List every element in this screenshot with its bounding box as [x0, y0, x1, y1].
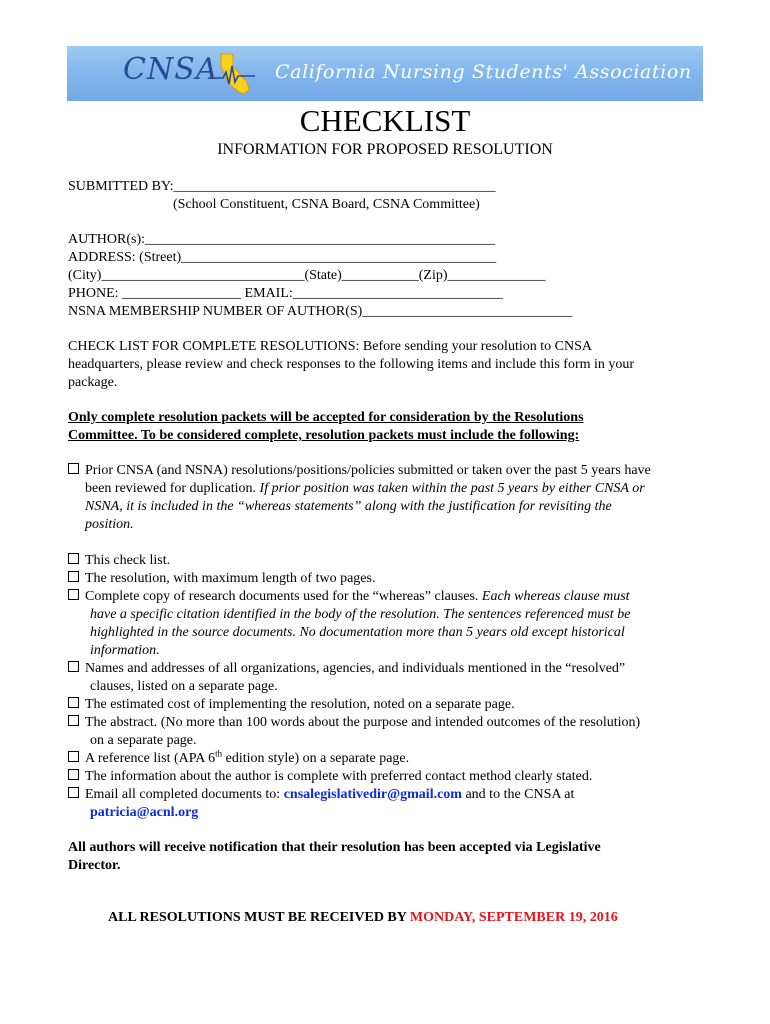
checklist-item-research-cont: highlighted in the source documents. No documentation more than 5 years old except historical — [90, 625, 625, 640]
checklist-item-prior-cont: position. — [85, 517, 134, 532]
notice-line: Only complete resolution packets will be accepted for consideration by the Resolutions — [68, 410, 584, 425]
notification-line: Director. — [68, 858, 121, 873]
checklist-item-prior-cont: been reviewed for duplication. If prior position was taken within the past 5 years by either CNSA or — [85, 481, 645, 496]
membership-number-field[interactable]: NSNA MEMBERSHIP NUMBER OF AUTHOR(S)______________________________ — [68, 304, 573, 319]
notification-line: All authors will receive notification that their resolution has been accepted via Legislative — [68, 840, 601, 855]
california-map-icon — [215, 52, 255, 96]
checklist-item-cost: The estimated cost of implementing the resolution, noted on a separate page. — [68, 696, 515, 713]
checkbox[interactable] — [68, 571, 79, 582]
checklist-item-email: Email all completed documents to: cnsalegislativedir@gmail.com and to the CNSA at — [68, 786, 574, 803]
notice-line: Committee. To be considered complete, resolution packets must include the following: — [68, 428, 580, 443]
checkbox[interactable] — [68, 661, 79, 672]
submitted-by-note: (School Constituent, CSNA Board, CSNA Committee) — [173, 197, 480, 212]
deadline-date: MONDAY, SEPTEMBER 19, 2016 — [409, 910, 618, 925]
checklist-item-research-cont: have a specific citation identified in the body of the resolution. The sentences referenced must be — [90, 607, 631, 622]
intro-line: package. — [68, 375, 118, 390]
checklist-item-resolution-length: The resolution, with maximum length of two pages. — [68, 570, 375, 587]
checklist-item-prior: Prior CNSA (and NSNA) resolutions/positions/policies submitted or taken over the past 5 years have — [68, 462, 651, 479]
checkbox[interactable] — [68, 463, 79, 474]
checkbox[interactable] — [68, 715, 79, 726]
header-banner — [67, 46, 703, 101]
page-subtitle: INFORMATION FOR PROPOSED RESOLUTION — [217, 141, 553, 158]
checklist-item-abstract-cont: on a separate page. — [90, 733, 197, 748]
deadline-notice: ALL RESOLUTIONS MUST BE RECEIVED BY MONDAY, SEPTEMBER 19, 2016 — [108, 910, 618, 925]
intro-line: headquarters, please review and check responses to the following items and include this form in your — [68, 357, 635, 372]
checkbox[interactable] — [68, 553, 79, 564]
address-field[interactable]: ADDRESS: (Street)_____________________________________________ — [68, 250, 497, 265]
email-link-legislative[interactable]: cnsalegislativedir@gmail.com — [283, 787, 462, 802]
association-name: California Nursing Students' Association — [275, 61, 692, 83]
intro-line: CHECK LIST FOR COMPLETE RESOLUTIONS: Before sending your resolution to CNSA — [68, 339, 592, 354]
authors-field[interactable]: AUTHOR(s):__________________________________________________ — [68, 232, 495, 247]
checkbox[interactable] — [68, 697, 79, 708]
city-state-zip-field[interactable]: (City)_____________________________(State)___________(Zip)______________ — [68, 268, 546, 283]
checkbox[interactable] — [68, 751, 79, 762]
checklist-item-names-cont: clauses, listed on a separate page. — [90, 679, 278, 694]
checklist-item-research: Complete copy of research documents used for the “whereas” clauses. Each whereas clause must — [68, 588, 630, 605]
checklist-item-research-cont: information. — [90, 643, 160, 658]
checklist-item-author-info: The information about the author is complete with preferred contact method clearly stated. — [68, 768, 592, 785]
checkbox[interactable] — [68, 589, 79, 600]
checklist-item-prior-cont: NSNA, it is included in the “whereas statements” along with the justification for revisiting the — [85, 499, 612, 514]
page-title: CHECKLIST — [299, 103, 471, 138]
checkbox[interactable] — [68, 787, 79, 798]
checkbox[interactable] — [68, 769, 79, 780]
phone-email-field[interactable]: PHONE: _________________ EMAIL:______________________________ — [68, 286, 503, 301]
checklist-item-names: Names and addresses of all organizations, agencies, and individuals mentioned in the “resolved” — [68, 660, 625, 677]
submitted-by-field[interactable]: SUBMITTED BY:______________________________________________ — [68, 179, 496, 194]
checklist-item-check-list: This check list. — [68, 552, 170, 569]
checklist-item-abstract: The abstract. (No more than 100 words about the purpose and intended outcomes of the resolution) — [68, 714, 640, 731]
logo-text: CNSA — [123, 52, 219, 87]
email-link-patricia[interactable]: patricia@acnl.org — [90, 805, 199, 820]
checklist-item-reference: A reference list (APA 6th edition style) on a separate page. — [68, 750, 409, 767]
